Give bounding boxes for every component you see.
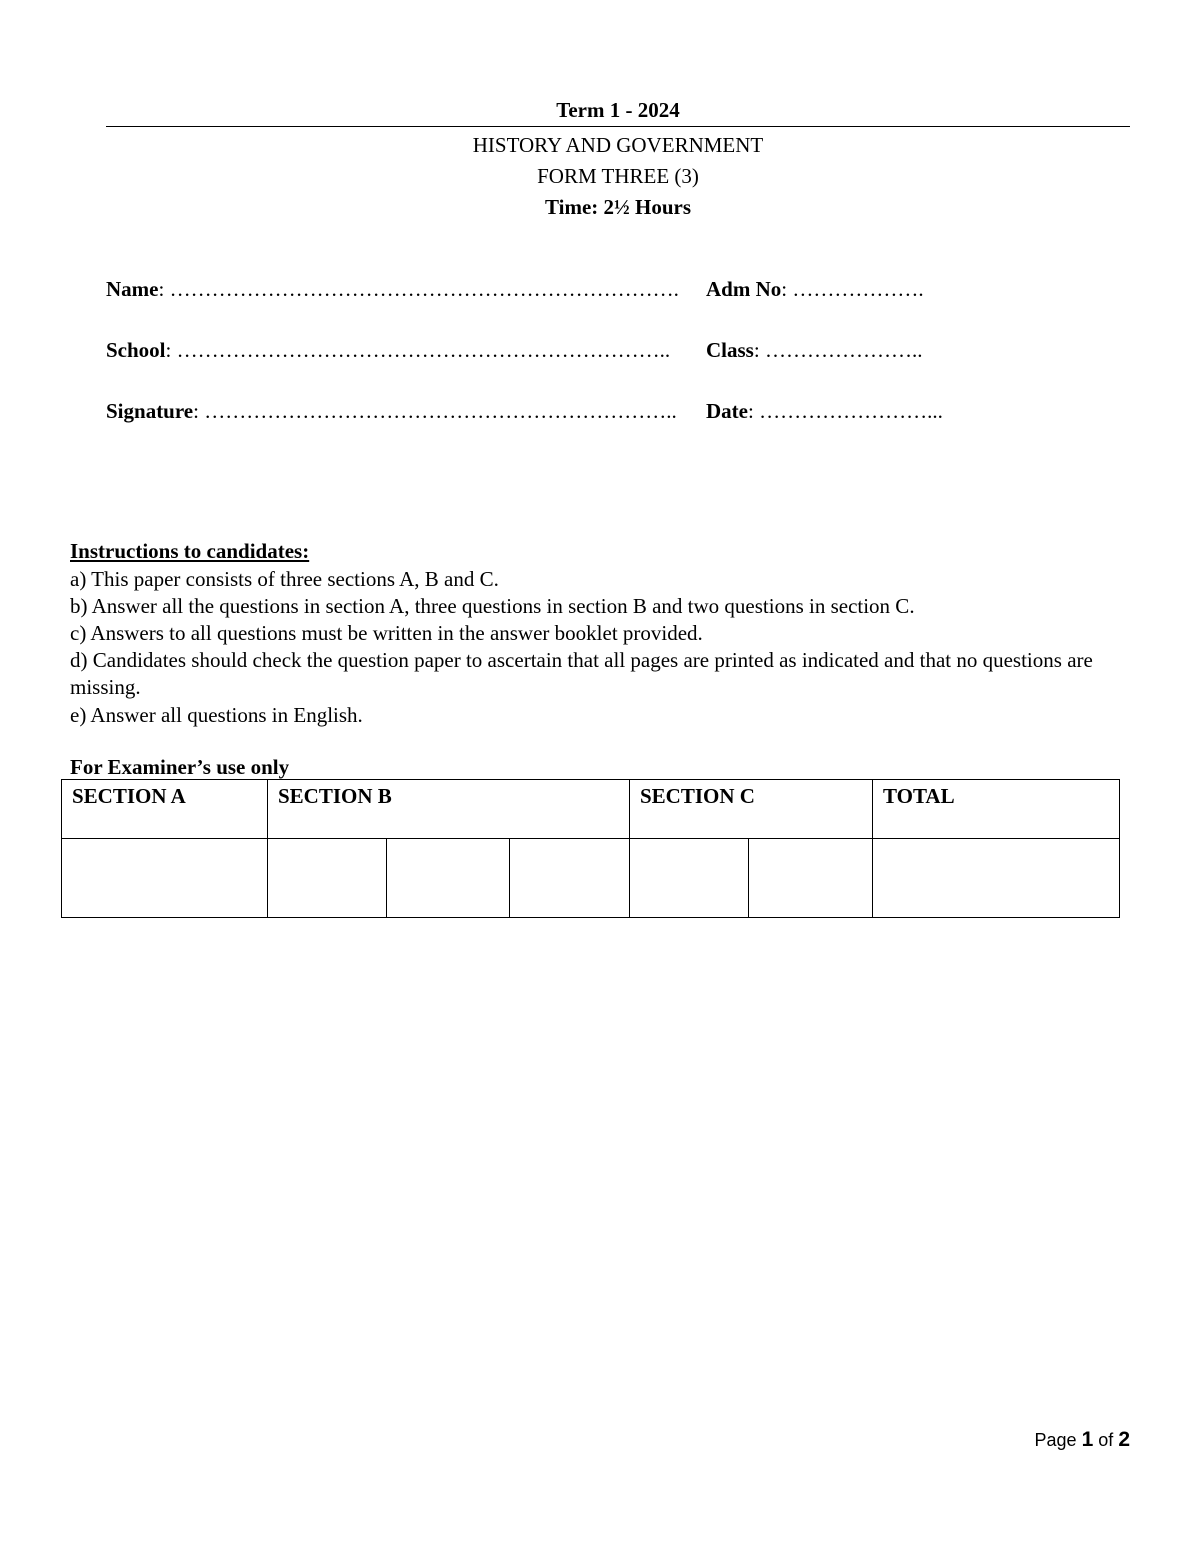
- date-field[interactable]: [706, 399, 943, 424]
- table-header-row: [62, 780, 1120, 839]
- school-label: School: [106, 338, 166, 362]
- header-rule: [106, 126, 1130, 127]
- header-section-a: SECTION A: [62, 780, 268, 839]
- score-cell[interactable]: [630, 839, 749, 918]
- name-field[interactable]: [106, 277, 679, 302]
- examiner-title: For Examiner’s use only: [70, 755, 290, 779]
- adm-no-field[interactable]: [706, 277, 924, 302]
- name-dots: : ……………………………………………………………….: [158, 277, 679, 301]
- signature-label: Signature: [106, 399, 194, 423]
- score-cell[interactable]: [268, 839, 387, 918]
- total-pages: 2: [1118, 1428, 1130, 1451]
- instruction-item: c) Answers to all questions must be written in the answer booklet provided.: [70, 621, 703, 645]
- score-cell[interactable]: [749, 839, 873, 918]
- examiner-marks-table: [61, 779, 1120, 918]
- instruction-item: b) Answer all the questions in section A, three questions in section B and two questions in section C.: [70, 594, 915, 618]
- of-word: of: [1098, 1430, 1114, 1450]
- time-allowed: Time: 2½ Hours: [544, 195, 692, 219]
- score-cell[interactable]: [510, 839, 630, 918]
- page-number: [1035, 1428, 1130, 1452]
- class-label: Class: [706, 338, 754, 362]
- school-field[interactable]: [106, 338, 670, 363]
- subject-title: HISTORY AND GOVERNMENT: [472, 133, 764, 157]
- form-title: FORM THREE (3): [537, 164, 699, 188]
- score-cell[interactable]: [873, 839, 1120, 918]
- class-field[interactable]: [706, 338, 922, 363]
- instruction-item: d) Candidates should check the question paper to ascertain that all pages are printed as indicated and that no questions are missing.: [70, 648, 1093, 699]
- school-dots: : ……………………………………………………………..: [165, 338, 671, 362]
- score-cell[interactable]: [387, 839, 510, 918]
- current-page: 1: [1081, 1428, 1094, 1451]
- adm-no-label: Adm No: [706, 277, 782, 301]
- table-row: [62, 839, 1120, 918]
- instruction-item: a) This paper consists of three sections A, B and C.: [70, 567, 499, 591]
- date-dots: : ……………………...: [747, 399, 943, 423]
- signature-dots: : …………………………………………………………..: [193, 399, 677, 423]
- header-total: TOTAL: [873, 780, 1120, 839]
- score-cell[interactable]: [62, 839, 268, 918]
- header-section-c: SECTION C: [630, 780, 873, 839]
- instructions-title: Instructions to candidates:: [70, 539, 310, 563]
- signature-field[interactable]: [106, 399, 677, 424]
- class-dots: : …………………..: [753, 338, 923, 362]
- header-section-b: SECTION B: [268, 780, 630, 839]
- adm-no-dots: : ……………….: [781, 277, 924, 301]
- term-heading: Term 1 - 2024: [556, 98, 680, 122]
- page-word: Page: [1034, 1430, 1077, 1450]
- name-label: Name: [106, 277, 159, 301]
- instruction-item: e) Answer all questions in English.: [70, 703, 363, 727]
- date-label: Date: [706, 399, 748, 423]
